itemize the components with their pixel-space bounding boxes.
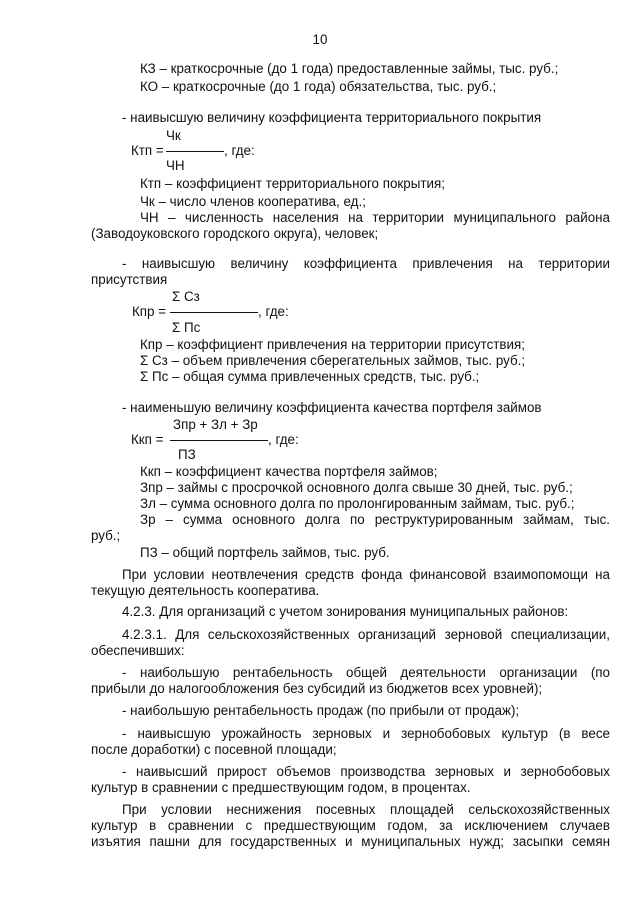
text-line: после доработки) с посевной площади; [91, 742, 337, 757]
text-line: (Заводоуковского городского округа), человек; [91, 226, 379, 241]
text-line: - наивысшую урожайность зерновых и зернобобовых культур (в весе [122, 726, 610, 741]
formula-denominator: Σ Пс [172, 320, 201, 335]
text-line: - наибольшую рентабельность общей деятельности организации (по [122, 665, 610, 680]
text-line: КЗ – краткосрочные (до 1 года) предоставленные займы, тыс. руб.; [140, 61, 559, 76]
formula-numerator: Чк [166, 128, 181, 143]
text-line: изъятия пашни для государственных и муниципальных нужд; засыпки семян [91, 834, 610, 849]
text-line: Зл – сумма основного долга по пролонгированным займам, тыс. руб.; [140, 496, 575, 511]
text-line: - наивысший прирост объемов производства зерновых и зернобобовых [122, 764, 610, 779]
fraction-bar [170, 440, 268, 441]
text-line: - наибольшую рентабельность продаж (по прибыли от продаж); [122, 703, 520, 718]
text-line: При условии неснижения посевных площадей сельскохозяйственных [122, 802, 610, 817]
text-line: 4.2.3. Для организаций с учетом зонирования муниципальных районов: [122, 604, 569, 619]
text-line: Ктп – коэффициент территориального покрытия; [140, 176, 445, 191]
text-line: культур в сравнении с предшествующим годом, в процентах. [91, 780, 471, 795]
text-line: 4.2.3.1. Для сельскохозяйственных организаций зерновой специализации, [122, 627, 610, 642]
text-line: обеспечивших: [91, 643, 185, 658]
formula-denominator: ЧН [166, 158, 185, 173]
text-line: присутствия [91, 272, 168, 287]
text-line: - наименьшую величину коэффициента качества портфеля займов [122, 400, 542, 415]
text-line: текущую деятельность кооператива. [91, 583, 320, 598]
text-line: Σ Пс – общая сумма привлеченных средств, тыс. руб.; [140, 369, 480, 384]
formula-where: , где: [224, 143, 255, 158]
formula-denominator: ПЗ [178, 447, 196, 462]
formula-where: , где: [268, 432, 299, 447]
text-line: КО – краткосрочные (до 1 года) обязательства, тыс. руб.; [140, 79, 497, 94]
text-line: руб.; [91, 528, 121, 543]
text-line: Чк – число членов кооператива, ед.; [140, 194, 366, 209]
text-line: - наивысшую величину коэффициента территориального покрытия [122, 110, 542, 125]
text-line: При условии неотвлечения средств фонда финансовой взаимопомощи на [122, 567, 610, 582]
text-line: ПЗ – общий портфель займов, тыс. руб. [140, 545, 390, 560]
formula-lhs: Ккп = [131, 432, 164, 447]
text-line: Ккп – коэффициент качества портфеля займов; [140, 464, 438, 479]
formula-numerator: Зпр + Зл + Зр [173, 417, 258, 432]
page-number: 10 [312, 32, 328, 47]
text-line: ЧН – численность населения на территории муниципального района [140, 210, 610, 225]
text-line: Кпр – коэффициент привлечения на территории присутствия; [140, 337, 525, 352]
text-line: прибыли до налогообложения без субсидий из бюджетов всех уровней); [91, 681, 543, 696]
fraction-bar [170, 312, 258, 313]
text-line: - наивысшую величину коэффициента привлечения на территории [122, 256, 610, 271]
text-line: культур в сравнении с предшествующим годом, за исключением случаев [91, 818, 610, 833]
formula-lhs: Кпр = [132, 304, 167, 319]
text-line: Зпр – займы с просрочкой основного долга свыше 30 дней, тыс. руб.; [140, 480, 573, 495]
formula-where: , где: [258, 304, 289, 319]
fraction-bar [166, 151, 224, 152]
formula-numerator: Σ Сз [172, 289, 200, 304]
text-line: Σ Сз – объем привлечения сберегательных займов, тыс. руб.; [140, 353, 526, 368]
formula-lhs: Ктп = [131, 143, 164, 158]
text-line: Зр – сумма основного долга по реструктурированным займам, тыс. [140, 512, 610, 527]
